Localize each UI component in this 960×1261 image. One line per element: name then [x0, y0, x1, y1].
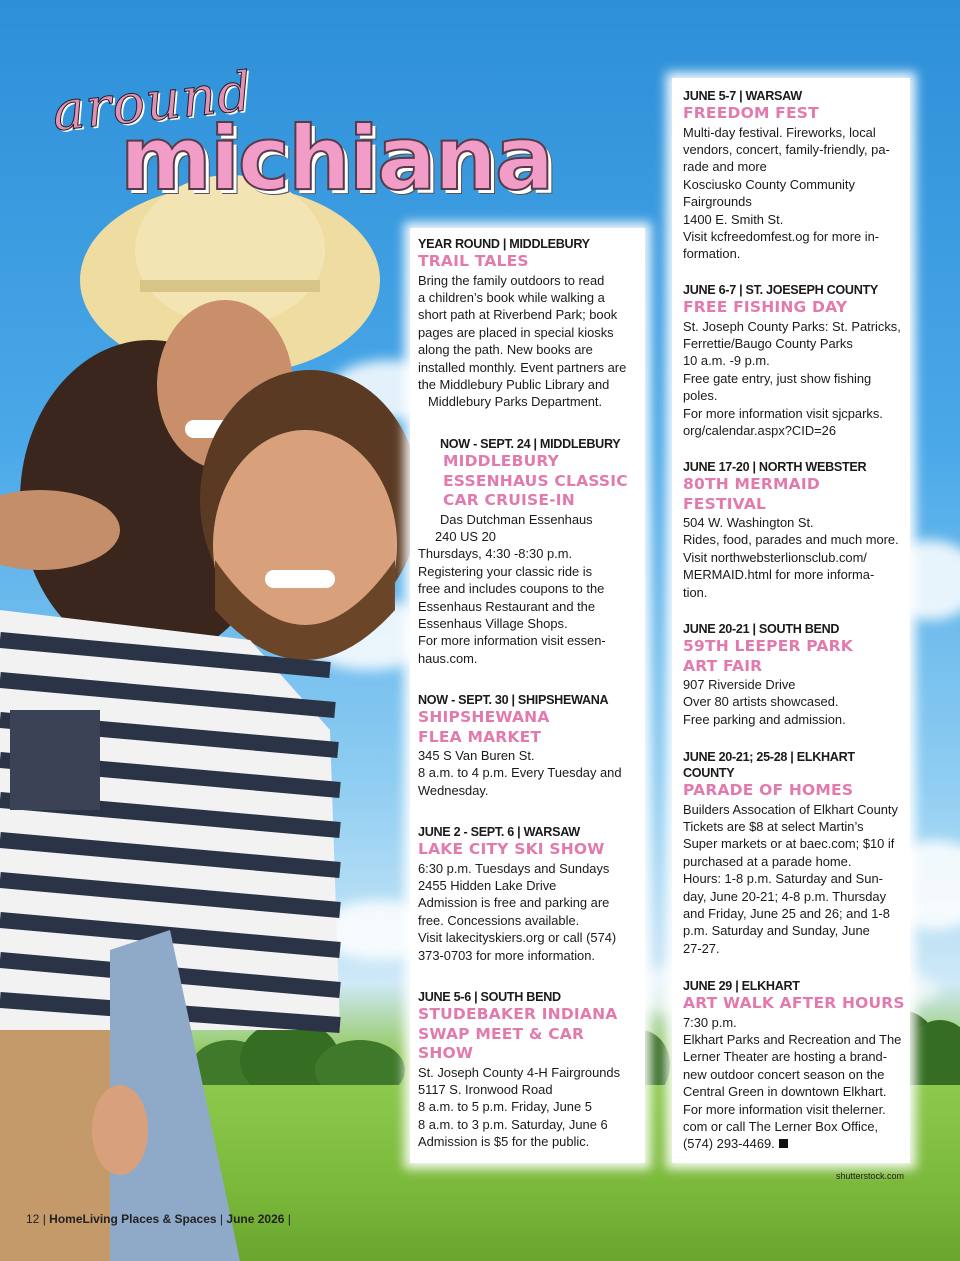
- event-art-walk: [683, 978, 908, 1153]
- event-line: Admission is free and parking are: [418, 895, 610, 911]
- event-line: 8 a.m. to 4 p.m. Every Tuesday and: [418, 765, 622, 781]
- event-line: St. Joseph County 4-H Fairgrounds: [418, 1064, 621, 1080]
- event-date: NOW - SEPT. 24 | MIDDLEBURY: [440, 437, 621, 451]
- event-line: new outdoor concert season on the: [683, 1066, 885, 1082]
- event-date: JUNE 17-20 | NORTH WEBSTER: [683, 460, 867, 474]
- event-line: 7:30 p.m.: [683, 1014, 737, 1030]
- event-line: Fairgrounds: [683, 194, 752, 210]
- event-line: Ferrettie/Baugo County Parks: [683, 335, 853, 351]
- event-line: Central Green in downtown Elkhart.: [683, 1084, 887, 1100]
- event-title: CAR CRUISE-IN: [443, 491, 575, 509]
- event-line: 6:30 p.m. Tuesdays and Sundays: [418, 860, 610, 876]
- event-title: FESTIVAL: [683, 494, 767, 513]
- couple-photo: [0, 170, 420, 1261]
- end-mark-icon: [779, 1139, 788, 1148]
- event-title: SHOW: [418, 1044, 474, 1062]
- event-car-cruise-in: [418, 436, 643, 667]
- event-line: along the path. New books are: [418, 342, 593, 358]
- event-line: Multi-day festival. Fireworks, local: [683, 124, 876, 140]
- event-line: Essenhaus Village Shops.: [418, 615, 568, 631]
- event-line: 2455 Hidden Lake Drive: [418, 877, 557, 893]
- event-line: Builders Assocation of Elkhart County: [683, 801, 898, 817]
- event-title: PARADE OF HOMES: [683, 781, 854, 799]
- event-date: JUNE 6-7 | ST. JOESEPH COUNTY: [683, 283, 878, 297]
- event-line: org/calendar.aspx?CID=26: [683, 422, 836, 438]
- event-line: Rides, food, parades and much more.: [683, 532, 899, 548]
- event-art-fair: [683, 621, 908, 728]
- event-line: [683, 1135, 908, 1152]
- page-footer: [26, 1212, 291, 1226]
- event-date: JUNE 29 | ELKHART: [683, 979, 800, 993]
- event-line: Kosciusko County Community: [683, 176, 855, 192]
- event-line: haus.com.: [418, 650, 478, 666]
- event-line: purchased at a parade home.: [683, 853, 852, 869]
- event-line: 8 a.m. to 3 p.m. Saturday, June 6: [418, 1116, 608, 1132]
- event-line: For more information visit thelerner.: [683, 1101, 886, 1117]
- event-flea-market: [418, 692, 643, 799]
- event-line: Wednesday.: [418, 782, 489, 798]
- footer-separator: |: [42, 1212, 46, 1226]
- event-line: pages are placed in special kiosks: [418, 324, 614, 340]
- event-line: Middlebury Parks Department.: [428, 394, 603, 410]
- event-line: free and includes coupons to the: [418, 581, 605, 597]
- event-parade-of-homes: [683, 749, 908, 957]
- event-line: 10 a.m. -9 p.m.: [683, 353, 770, 369]
- event-date: NOW - SEPT. 30 | SHIPSHEWANA: [418, 693, 609, 707]
- event-line: p.m. Saturday and Sunday, June: [683, 923, 870, 939]
- event-line: installed monthly. Event partners are: [418, 359, 627, 375]
- event-title: ESSENHAUS CLASSIC: [443, 471, 628, 490]
- event-swap-meet: [418, 989, 643, 1151]
- event-title: FREEDOM FEST: [683, 104, 819, 122]
- event-date: JUNE 5-7 | WARSAW: [683, 89, 802, 103]
- event-line: Thursdays, 4:30 -8:30 p.m.: [418, 546, 573, 562]
- event-date: JUNE 5-6 | SOUTH BEND: [418, 990, 561, 1004]
- event-line: Essenhaus Restaurant and the: [418, 598, 596, 614]
- event-title: FREE FISHING DAY: [683, 298, 848, 316]
- event-line: Free gate entry, just show fishing: [683, 370, 872, 386]
- event-date: JUNE 2 - SEPT. 6 | WARSAW: [418, 825, 580, 839]
- event-line: poles.: [683, 388, 718, 404]
- event-ski-show: [418, 824, 643, 964]
- event-title: ART FAIR: [683, 656, 763, 675]
- event-trail-tales: [418, 236, 643, 411]
- event-line: Bring the family outdoors to read: [418, 272, 605, 288]
- event-line: a children’s book while walking a: [418, 289, 605, 305]
- event-line: com or call The Lerner Box Office,: [683, 1118, 879, 1134]
- issue-date: June 2026: [226, 1212, 285, 1226]
- event-date: JUNE 20-21; 25-28 | ELKHART: [683, 750, 855, 764]
- event-title: TRAIL TALES: [418, 252, 529, 270]
- event-line: the Middlebury Public Library and: [418, 376, 610, 392]
- event-title: SWAP MEET & CAR: [418, 1024, 585, 1043]
- photo-credit: shutterstock.com: [836, 1171, 905, 1181]
- event-line: 5117 S. Ironwood Road: [418, 1081, 553, 1097]
- event-date: YEAR ROUND | MIDDLEBURY: [418, 237, 590, 251]
- event-line: Super markets or at baec.com; $10 if: [683, 836, 895, 852]
- event-line: short path at Riverbend Park; book: [418, 307, 618, 323]
- event-line: Das Dutchman Essenhaus: [440, 511, 593, 527]
- event-line: For more information visit essen-: [418, 633, 606, 649]
- publication-name: HomeLiving Places & Spaces: [49, 1212, 217, 1226]
- event-line: formation.: [683, 246, 741, 262]
- event-title: FLEA MARKET: [418, 727, 542, 746]
- event-line: MERMAID.html for more informa-: [683, 567, 875, 583]
- event-line: day, June 20-21; 4-8 p.m. Thursday: [683, 888, 887, 904]
- title-around: around: [49, 59, 256, 144]
- event-line: Visit kcfreedomfest.og for more in-: [683, 228, 880, 244]
- event-line: Hours: 1-8 p.m. Saturday and Sun-: [683, 871, 883, 887]
- footer-separator: |: [287, 1212, 291, 1226]
- event-title: MIDDLEBURY: [443, 452, 560, 470]
- event-title: 59TH LEEPER PARK: [683, 637, 853, 655]
- event-line: Visit lakecityskiers.org or call (574): [418, 930, 617, 946]
- event-line: rade and more: [683, 159, 767, 175]
- event-mermaid-festival: [683, 459, 908, 601]
- event-line: Free parking and admission.: [683, 711, 846, 727]
- event-freedom-fest: [683, 88, 908, 263]
- event-line: tion.: [683, 584, 708, 600]
- event-line: vendors, concert, family-friendly, pa-: [683, 141, 890, 157]
- event-line: 373-0703 for more information.: [418, 947, 595, 963]
- event-date: COUNTY: [683, 766, 735, 780]
- event-line-text: (574) 293-4469.: [683, 1136, 775, 1152]
- event-date: JUNE 20-21 | SOUTH BEND: [683, 622, 840, 636]
- event-line: 8 a.m. to 5 p.m. Friday, June 5: [418, 1099, 592, 1115]
- event-title: STUDEBAKER INDIANA: [418, 1005, 618, 1023]
- event-title: LAKE CITY SKI SHOW: [418, 840, 605, 858]
- event-title: SHIPSHEWANA: [418, 708, 550, 726]
- event-line: Lerner Theater are hosting a brand-: [683, 1049, 887, 1065]
- page-number: 12: [26, 1212, 40, 1226]
- event-line: Elkhart Parks and Recreation and The: [683, 1031, 902, 1047]
- event-free-fishing-day: [683, 282, 908, 439]
- event-line: 504 W. Washington St.: [683, 515, 814, 530]
- event-line: Registering your classic ride is: [418, 563, 593, 579]
- event-line: and Friday, June 25 and 26; and 1-8: [683, 905, 890, 921]
- event-line: Over 80 artists showcased.: [683, 694, 839, 710]
- event-line: For more information visit sjcparks.: [683, 405, 883, 421]
- event-line: Tickets are $8 at select Martin’s: [683, 818, 864, 834]
- event-line: 345 S Van Buren St.: [418, 748, 535, 763]
- footer-separator: |: [219, 1212, 224, 1226]
- event-line: Admission is $5 for the public.: [418, 1134, 590, 1150]
- event-title: 80TH MERMAID: [683, 475, 820, 493]
- event-title: ART WALK AFTER HOURS: [683, 994, 905, 1012]
- event-line: Visit northwebsterlionsclub.com/: [683, 549, 867, 565]
- event-line: 27-27.: [683, 940, 720, 956]
- event-line: 1400 E. Smith St.: [683, 211, 784, 227]
- event-line: St. Joseph County Parks: St. Patricks,: [683, 318, 901, 334]
- title-michiana: michiana: [120, 107, 553, 210]
- event-line: 240 US 20: [435, 528, 496, 544]
- event-line: free. Concessions available.: [418, 912, 580, 928]
- event-line: 907 Riverside Drive: [683, 677, 796, 692]
